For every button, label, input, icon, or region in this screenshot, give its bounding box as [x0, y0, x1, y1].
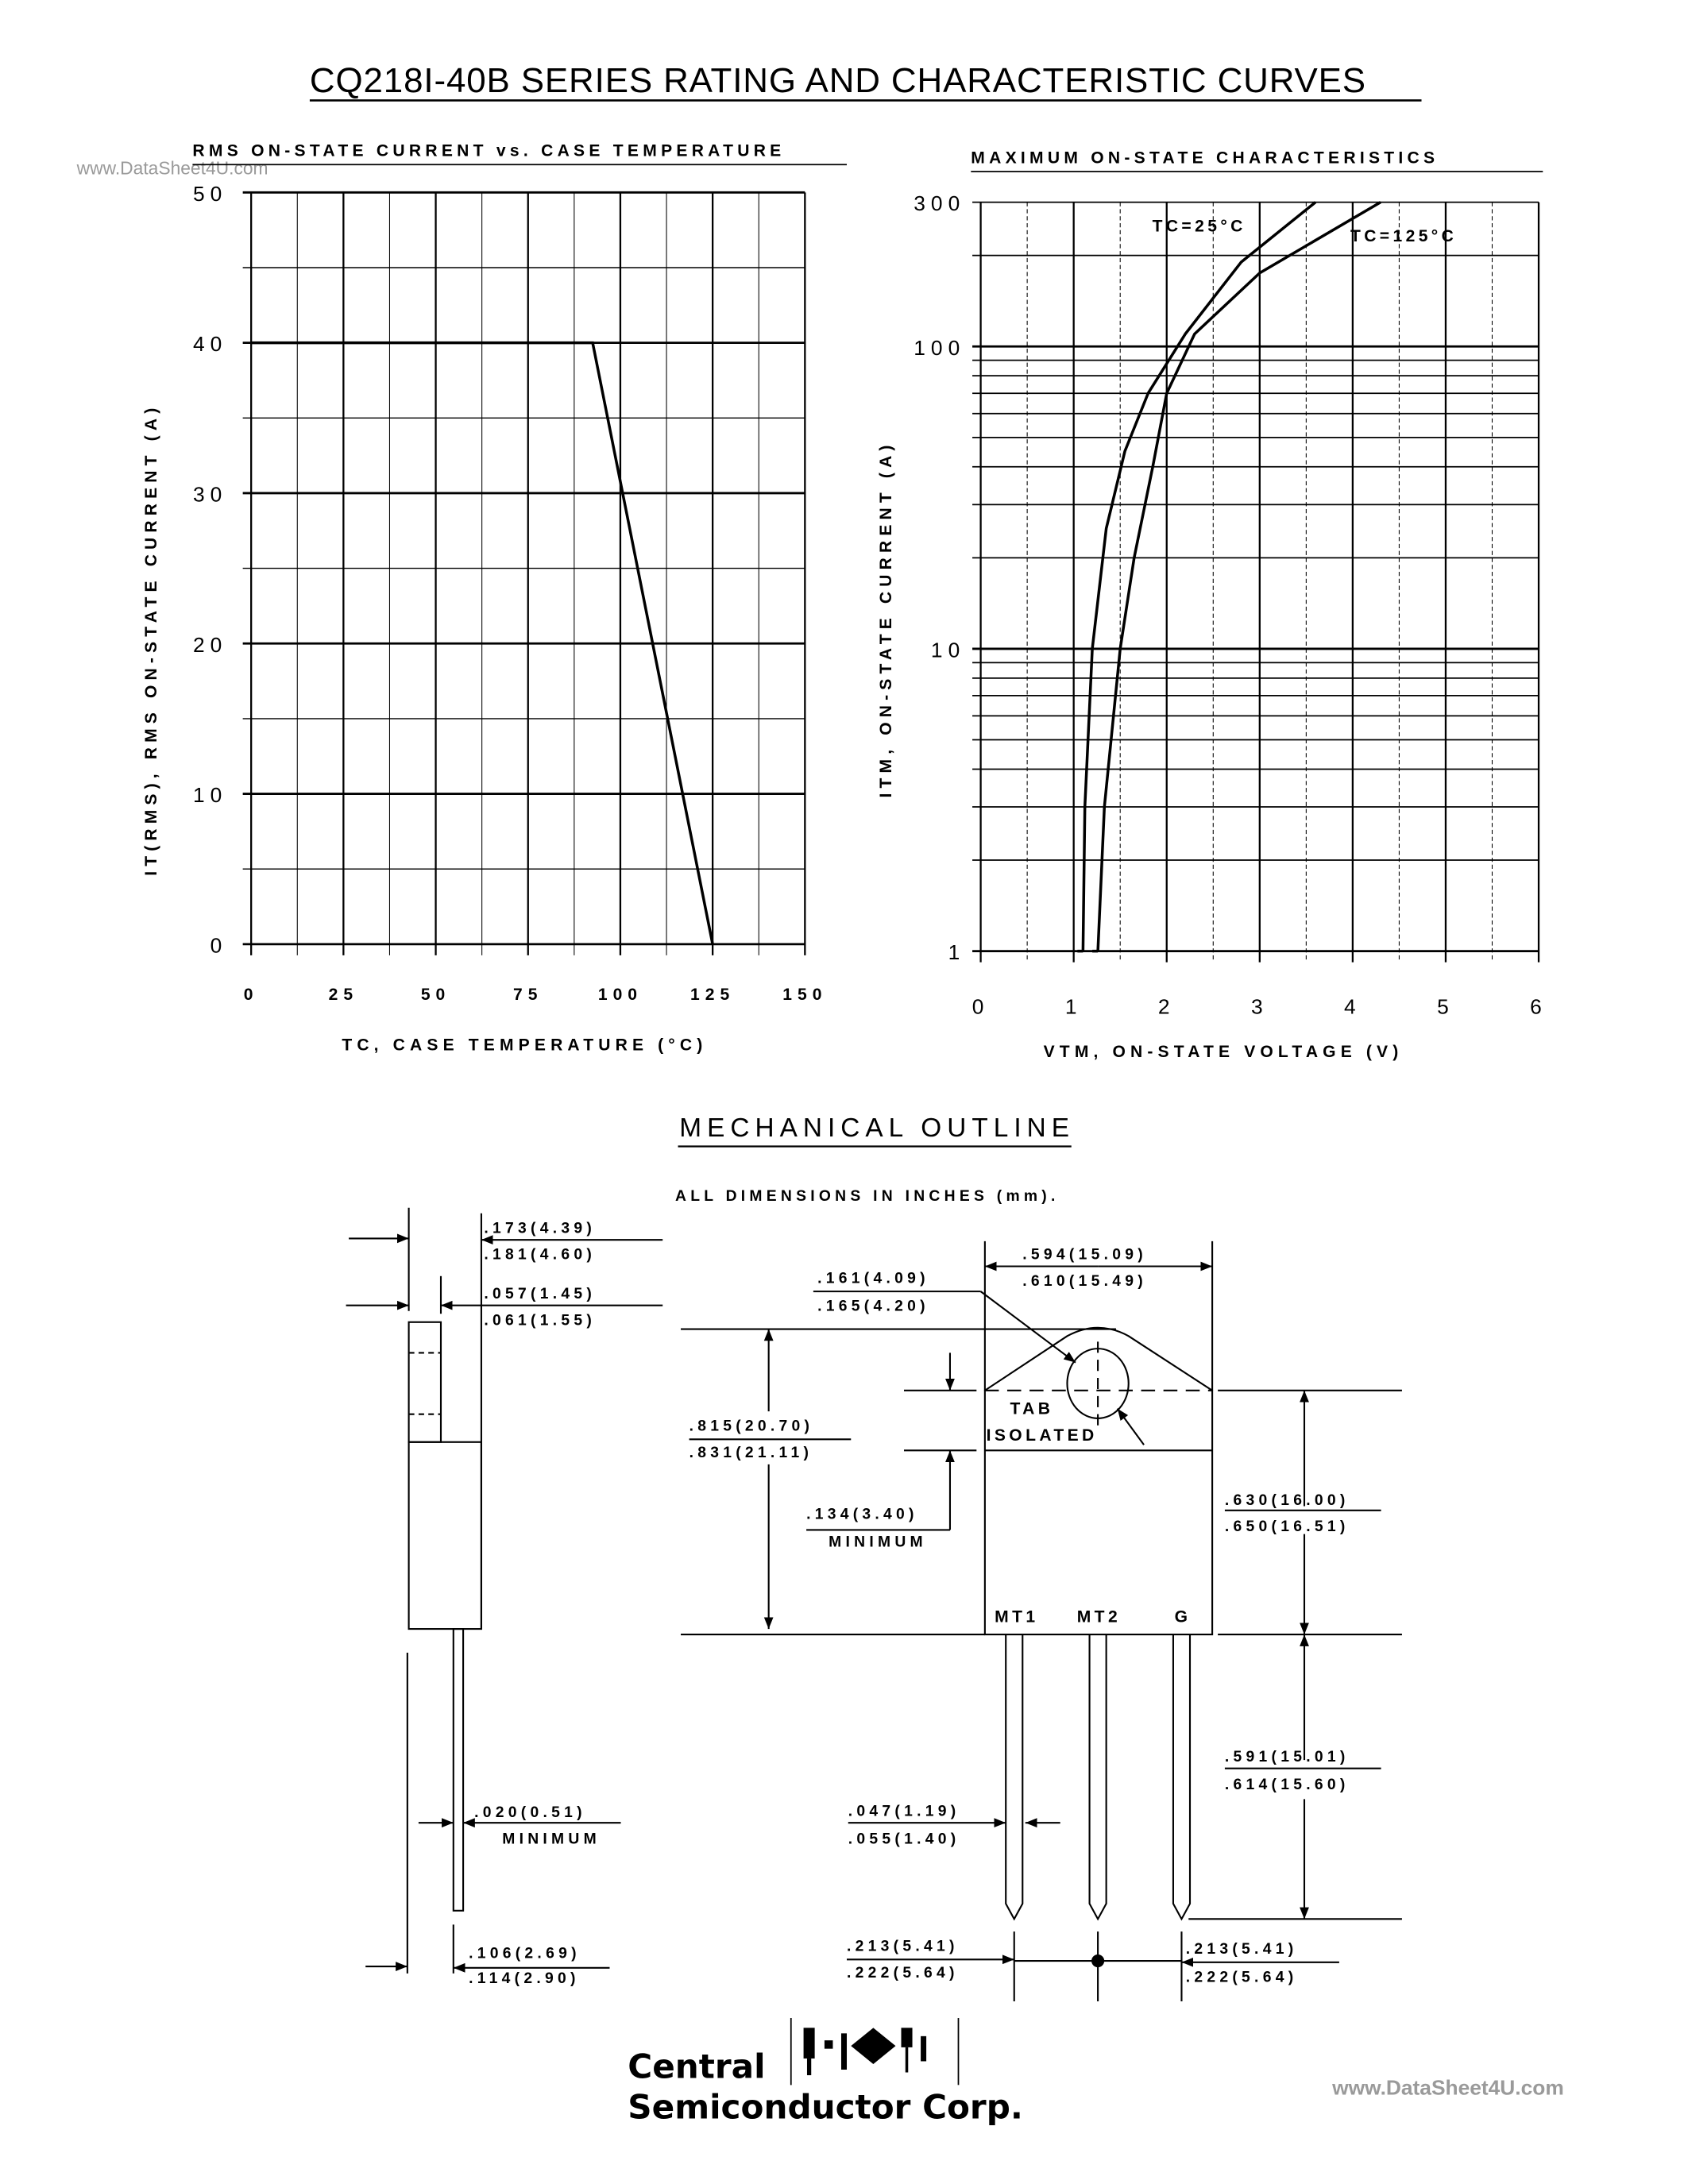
mechanical-outline [346, 1113, 1402, 2001]
dim-594: .594(15.09) [1022, 1246, 1147, 1264]
y-tick-label: 10 [192, 783, 228, 808]
chart2-xlabel: VTM, ON-STATE VOLTAGE (V) [1043, 1043, 1404, 1062]
series-line-tc-125c [1098, 203, 1381, 951]
y-tick-label: 10 [930, 638, 966, 662]
dim-815: .815(20.70) [689, 1418, 814, 1435]
isolated-label: ISOLATED [986, 1426, 1098, 1445]
company-logo [628, 2018, 1023, 2126]
dim-591: .591(15.01) [1224, 1748, 1350, 1765]
y-tick-label: 0 [210, 933, 228, 958]
chart2-ylabel: ITM, ON-STATE CURRENT (A) [877, 440, 896, 798]
x-tick-label: 5 [1437, 994, 1454, 1019]
dim-173: .173(4.39) [484, 1220, 597, 1237]
x-tick-label: 0 [243, 986, 259, 1005]
dim-222-left: .222(5.64) [847, 1965, 959, 1982]
dim-061: .061(1.55) [484, 1312, 597, 1329]
dim-055: .055(1.40) [848, 1831, 960, 1848]
dim-614: .614(15.60) [1224, 1777, 1350, 1794]
dim-020-minimum: MINIMUM [502, 1831, 601, 1848]
dim-134: .134(3.40) [806, 1506, 918, 1523]
y-tick-label: 30 [192, 482, 228, 507]
y-tick-label: 1 [948, 940, 966, 965]
y-tick-label: 300 [914, 191, 966, 216]
logo-line2: Semiconductor Corp. [628, 2087, 1023, 2127]
y-tick-label: 40 [192, 332, 228, 357]
logo-line1: Central [628, 2047, 766, 2086]
x-tick-label: 6 [1530, 994, 1547, 1019]
watermark-top: www.DataSheet4U.com [76, 157, 268, 179]
pin-label-mt2: MT2 [1076, 1607, 1122, 1626]
dim-057: .057(1.45) [484, 1285, 597, 1302]
dim-165: .165(4.20) [817, 1298, 929, 1315]
x-tick-label: 2 [1157, 994, 1176, 1019]
max-on-state-characteristics-chart [877, 149, 1547, 1061]
dim-020: .020(0.51) [474, 1804, 586, 1822]
tab-label: TAB [1010, 1399, 1054, 1418]
front-view-drawing [681, 1241, 1402, 2001]
chart1-xlabel: TC, CASE TEMPERATURE (°C) [342, 1036, 708, 1055]
dimensions-note: ALL DIMENSIONS IN INCHES (mm). [675, 1187, 1060, 1205]
x-tick-label: 3 [1250, 994, 1269, 1019]
dim-161: .161(4.09) [817, 1270, 929, 1287]
dim-181: .181(4.60) [484, 1246, 597, 1264]
x-tick-label: 75 [513, 986, 543, 1005]
x-tick-label: 150 [782, 986, 828, 1005]
x-tick-label: 1 [1064, 994, 1083, 1019]
watermark-bottom: www.DataSheet4U.com [1332, 2075, 1564, 2100]
dim-047: .047(1.19) [848, 1803, 960, 1820]
dim-222-right: .222(5.64) [1185, 1969, 1298, 1986]
logo-symbols-icon [791, 2018, 959, 2085]
pin-label-mt1: MT1 [995, 1607, 1039, 1626]
y-tick-label: 20 [192, 632, 228, 657]
dim-106: .106(2.69) [469, 1945, 581, 1962]
x-tick-label: 0 [971, 994, 990, 1019]
mechanical-heading: MECHANICAL OUTLINE [679, 1113, 1076, 1144]
chart1-ylabel: IT(RMS), RMS ON-STATE CURRENT (A) [141, 403, 160, 876]
dim-114: .114(2.90) [469, 1970, 580, 1988]
x-tick-label: 25 [328, 986, 359, 1005]
chart2-title: MAXIMUM ON-STATE CHARACTERISTICS [971, 149, 1439, 168]
chart1-title: RMS ON-STATE CURRENT vs. CASE TEMPERATURE [192, 141, 786, 160]
dim-213-left: .213(5.41) [847, 1938, 959, 1955]
x-tick-label: 4 [1344, 994, 1362, 1019]
page-title: CQ218I-40B SERIES RATING AND CHARACTERISTIC CURVES [309, 60, 1366, 100]
dim-831: .831(21.11) [689, 1445, 813, 1462]
rms-current-vs-case-temp-chart [142, 142, 847, 1055]
x-tick-label: 50 [420, 986, 451, 1005]
series-line-tc-25c [1083, 203, 1315, 951]
series-label-125c: TC=125°C [1350, 226, 1458, 245]
y-tick-label: 50 [192, 181, 228, 206]
x-tick-label: 100 [597, 986, 643, 1005]
series-label-25c: TC=25°C [1152, 217, 1246, 236]
y-tick-label: 100 [914, 335, 966, 360]
x-tick-label: 125 [690, 986, 736, 1005]
dim-630: .630(16.00) [1224, 1491, 1350, 1509]
dim-213-right: .213(5.41) [1185, 1941, 1298, 1958]
pin-label-g: G [1174, 1607, 1192, 1626]
dim-610: .610(15.49) [1022, 1273, 1147, 1291]
dim-134-minimum: MINIMUM [829, 1534, 927, 1551]
dim-650: .650(16.51) [1224, 1518, 1350, 1536]
